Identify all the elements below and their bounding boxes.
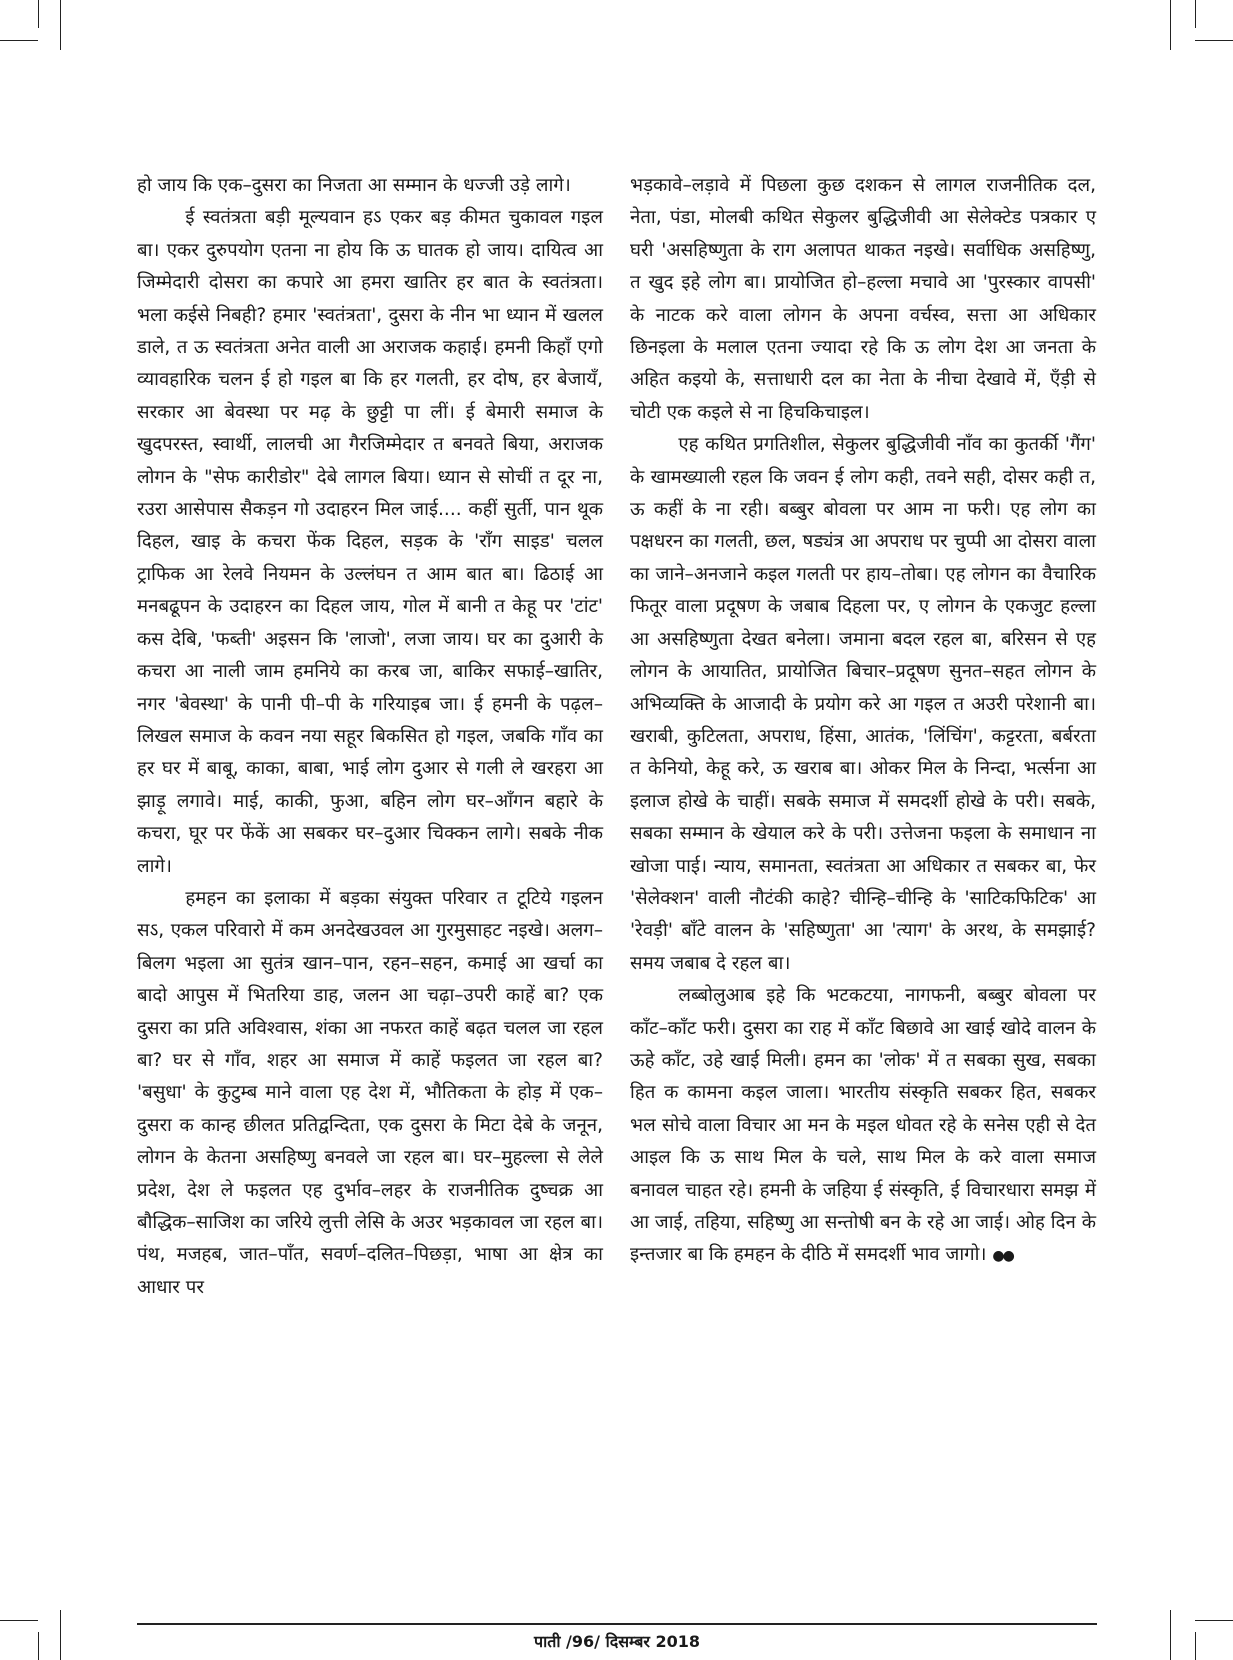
crop-mark: [0, 40, 38, 41]
paragraph: ई स्वतंत्रता बड़ी मूल्यवान हऽ एकर बड़ कीमत चुकावल गइल बा। एकर दुरुपयोग एतना ना होय कि ऊ घातक हो जाय। दायित्व आ जिम्मेदारी दोसरा का कपारे आ हमरा खातिर हर बात के स्वतंत्रता। भला कईसे निबही? हमार 'स्वतंत्रता', दुसरा के नीन भा ध्यान में खलल डाले, त ऊ स्वतंत्रता अनेत वाली आ अराजक कहाई। हमनी किहाँ एगो व्यावहारिक चलन ई हो गइल बा कि हर गलती, हर दोष, हर बेजायँ, सरकार आ बेवस्था पर मढ़ के छुट्टी पा लीं। ई बेमारी समाज के खुदपरस्त, स्वार्थी, लालची आ गैरजिम्मेदार त बनवते बिया, अराजक लोगन के "सेफ कारीडोर" देबे लागल बिया। ध्यान से सोचीं त दूर ना, रउरा आसेपास सैकड़न गो उदाहरन मिल जाई.... कहीं सुर्ती, पान थूक दिहल, खाइ के कचरा फेंक दिहल, सड़क के 'राँग साइड' चलल ट्राफिक आ रेलवे नियमन के उल्लंघन त आम बात बा। ढिठाई आ मनबढूपन के उदाहरन का दिहल जाय, गोल में बानी त केहू पर 'टांट' कस देबि, 'फब्ती' अइसन कि 'लाजो', लजा जाय। घर का दुआरी के कचरा आ नाली जाम हमनिये का करब जा, बाकिर सफाई–खातिर, नगर 'बेवस्था' के पानी पी–पी के गरियाइब जा। ई हमनी के पढ़ल–लिखल समाज के कवन नया सहूर बिकसित हो गइल, जबकि गाँव का हर घर में बाबू, काका, बाबा, भाई लोग दुआर से गली ले खरहरा आ झाड़ू लगावे। माई, काकी, फुआ, बहिन लोग घर–आँगन बहारे के कचरा, घूर पर फेंकें आ सबकर घर–दुआर चिक्कन लागे। सबके नीक लागे।: [137, 207, 603, 877]
paragraph: हमहन का इलाका में बड़का संयुक्त परिवार त टूटिये गइलन सऽ, एकल परिवारो में कम अनदेखउवल आ गुरमुसाहट नइखे। अलग–बिलग भइला आ सुतंत्र खान–पान, रहन–सहन, कमाई आ खर्चा का बादो आपुस में भितरिया डाह, जलन आ चढ़ा–उपरी काहें बा? एक दुसरा का प्रति अविश्वास, शंका आ नफरत काहें बढ़त चलल जा रहल बा? घर से गाँव, शहर आ समाज में काहें फइलत जा रहल बा? 'बसुधा' के कुटुम्ब माने वाला एह देश में, भौतिकता के होड़ में एक–दुसरा क कान्ह छीलत प्रतिद्वन्दिता, एक दुसरा के मिटा देबे के जनून, लोगन के केतना असहिष्णु बनवले जा रहल बा। घर–मुहल्ला से लेले प्रदेश, देश ले फइलत एह दुर्भाव–लहर के राजनीतिक दुष्चक्र आ बौद्धिक–साजिश का जरिये लुत्ती लेसि के अउर भड़कावल जा रहल बा। पंथ, मजहब, जात–पाँत, सवर्ण–दलित–पिछड़ा, भाषा आ क्षेत्र का आधार पर: [137, 887, 603, 1298]
crop-mark: [60, 1610, 61, 1660]
crop-mark: [38, 0, 39, 28]
footer-rule: [137, 1623, 1097, 1625]
crop-mark: [1195, 1620, 1233, 1621]
crop-mark: [1195, 0, 1196, 28]
paragraph: एह कथित प्रगतिशील, सेकुलर बुद्धिजीवी नाँव का कुतर्की 'गैंग' के खामख्याली रहल कि जवन ई लोग कही, तवने सही, दोसर कही त, ऊ कहीं के ना रही। बब्बुर बोवला पर आम ना फरी। एह लोग का पक्षधरन का गलती, छल, षड्यंत्र आ अपराध पर चुप्पी आ दोसरा वाला का जाने–अनजाने कइल गलती पर हाय–तोबा। एह लोगन का वैचारिक फितूर वाला प्रदूषण के जबाब दिहला पर, ए लोगन के एकजुट हल्ला आ असहिष्णुता देखत बनेला। जमाना बदल रहल बा, बरिसन से एह लोगन के आयातित, प्रायोजित बिचार–प्रदूषण सुनत–सहत लोगन के अभिव्यक्ति के आजादी के प्रयोग करे आ गइल त अउरी परेशानी बा। खराबी, कुटिलता, अपराध, हिंसा, आतंक, 'लिंचिंग', कट्टरता, बर्बरता त केनियो, केहू करे, ऊ खराब बा। ओकर मिल के निन्दा, भर्त्सना आ इलाज होखे के चाहीं। सबके समाज में समदर्शी होखे के परी। सबके, सबका सम्मान के खेयाल करे के परी। उत्तेजना फइला के समाधान ना खोजा पाई। न्याय, समानता, स्वतंत्रता आ अधिकार त सबकर बा, फेर 'सेलेक्शन' वाली नौटंकी काहे? चीन्हि–चीन्हि के 'साटिकफिटिक' आ 'रेवड़ी' बाँटे वालन के 'सहिष्णुता' आ 'त्याग' के अरथ, के समझाई? समय जबाब दे रहल बा।: [630, 434, 1096, 974]
paragraph: हो जाय कि एक–दुसरा का निजता आ सम्मान के धज्जी उड़े लागे।: [137, 175, 571, 196]
crop-mark: [60, 0, 61, 50]
crop-mark: [1170, 1610, 1171, 1660]
crop-mark: [0, 1620, 38, 1621]
left-column: [137, 170, 603, 1304]
paragraph: [630, 980, 1096, 1273]
paragraph: भड़कावे–लड़ावे में पिछला कुछ दशकन से लागल राजनीतिक दल, नेता, पंडा, मोलबी कथित सेकुलर बुद्धिजीवी आ सेलेक्टेड पत्रकार ए घरी 'असहिष्णुता के राग अलापत थाकत नइखे। सर्वाधिक असहिष्णु, त खुद इहे लोग बा। प्रायोजित हो–हल्ला मचावे आ 'पुरस्कार वापसी' के नाटक करे वाला लोगन के अपना वर्चस्व, सत्ता आ अधिकार छिनइला के मलाल एतना ज्यादा रहे कि ऊ लोग देश आ जनता के अहित कइयो के, सत्ताधारी दल का नेता के नीचा देखावे में, एँड़ी से चोटी एक कइले से ना हिचकिचाइल।: [630, 175, 1096, 423]
paragraph-text: लब्बोलुआब इहे कि भटकटया, नागफनी, बब्बुर बोवला पर काँट–काँट फरी। दुसरा का राह में काँट बिछावे आ खाई खोदे वालन के ऊहे काँट, उहे खाई मिली। हमन का 'लोक' में त सबका सुख, सबका हित क कामना कइल जाला। भारतीय संस्कृति सबकर हित, सबकर भल सोचे वाला विचार आ मन के मइल धोवत रहे के सनेस एही से देत आइल कि ऊ साथ मिल के चले, साथ मिल के करे वाला समाज बनावल चाहत रहे। हमनी के जहिया ई संस्कृति, ई विचारधारा समझ में आ जाई, तहिया, सहिष्णु आ सन्तोषी बन के रहे आ जाई। ओह दिन के इन्तजार बा कि हमहन के दीठि में समदर्शी भाव जागो।: [630, 985, 1096, 1266]
crop-mark: [1195, 40, 1233, 41]
crop-mark: [1170, 0, 1171, 50]
page-footer: पाती /96/ दिसम्बर 2018: [533, 1632, 701, 1651]
right-column: [630, 170, 1096, 1273]
crop-mark: [38, 1632, 39, 1660]
end-mark-icon: ●●: [992, 1248, 1013, 1265]
crop-mark: [1195, 1632, 1196, 1660]
